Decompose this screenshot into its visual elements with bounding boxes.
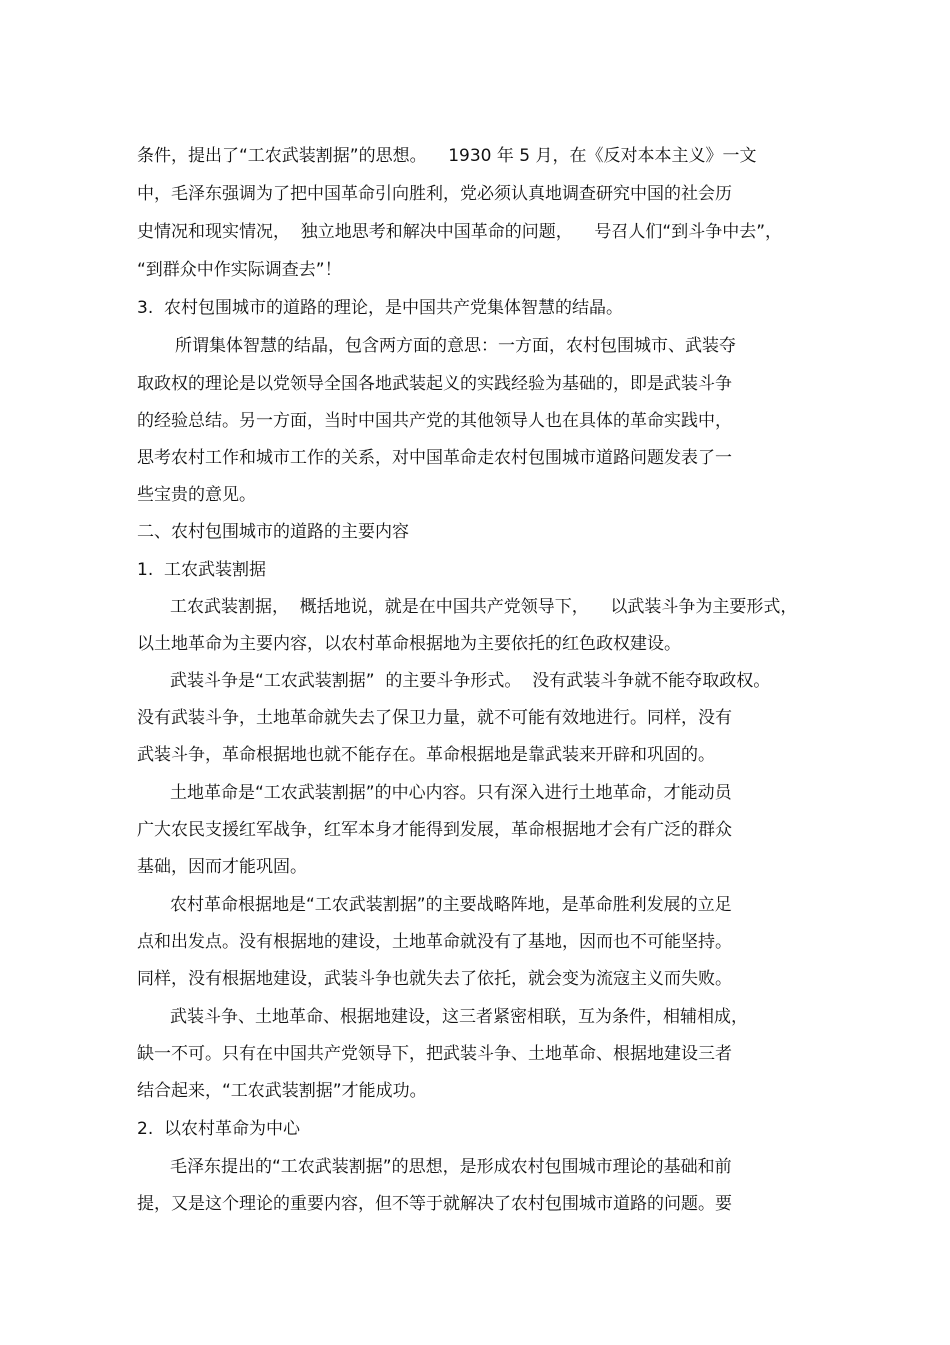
body-text-line: 基础，因而才能巩固。: [137, 857, 307, 877]
body-text-line: 没有武装斗争，土地革命就失去了保卫力量，就不可能有效地进行。同样，没有: [137, 708, 732, 728]
section-heading: 2. 以农村革命为中心: [137, 1119, 301, 1139]
body-text-line: 毛泽东提出的“工农武装割据”的思想，是形成农村包围城市理论的基础和前: [170, 1157, 732, 1177]
body-text-line: 取政权的理论是以党领导全国各地武装起义的实践经验为基础的，即是武装斗争: [137, 374, 732, 394]
body-text-line: 点和出发点。没有根据地的建设，土地革命就没有了基地，因而也不可能坚持。: [137, 932, 732, 952]
body-text-line: 中，毛泽东强调为了把中国革命引向胜利，党必须认真地调查研究中国的社会历: [137, 184, 732, 204]
body-text-line: 史情况和现实情况， 独立地思考和解决中国革命的问题， 号召人们“到斗争中去”，: [137, 222, 783, 242]
section-heading: 1. 工农武装割据: [137, 560, 267, 580]
body-text-line: 武装斗争，革命根据地也就不能存在。革命根据地是靠武装来开辟和巩固的。: [137, 745, 715, 765]
body-text-line: 农村革命根据地是“工农武装割据”的主要战略阵地，是革命胜利发展的立足: [170, 895, 732, 915]
section-heading: 二、农村包围城市的道路的主要内容: [137, 522, 409, 542]
body-text-line: 工农武装割据， 概括地说，就是在中国共产党领导下， 以武装斗争为主要形式，: [170, 597, 798, 617]
body-text-line: 武装斗争是“工农武装割据” 的主要斗争形式。 没有武装斗争就不能夺取政权。: [170, 671, 771, 691]
body-text-line: 结合起来，“工农武装割据”才能成功。: [137, 1081, 427, 1101]
body-text-line: “到群众中作实际调查去”！: [137, 260, 342, 280]
body-text-line: 些宝贵的意见。: [137, 485, 256, 505]
body-text-line: 所谓集体智慧的结晶，包含两方面的意思：一方面，农村包围城市、武装夺: [175, 336, 736, 356]
body-text-line: 以土地革命为主要内容，以农村革命根据地为主要依托的红色政权建设。: [137, 634, 681, 654]
body-text-line: 提，又是这个理论的重要内容，但不等于就解决了农村包围城市道路的问题。要: [137, 1194, 732, 1214]
body-text-line: 同样，没有根据地建设，武装斗争也就失去了依托，就会变为流寇主义而失败。: [137, 969, 732, 989]
body-text-line: 武装斗争、土地革命、根据地建设，这三者紧密相联，互为条件，相辅相成，: [170, 1007, 748, 1027]
body-text-line: 思考农村工作和城市工作的关系，对中国革命走农村包围城市道路问题发表了一: [137, 448, 732, 468]
body-text-line: 广大农民支援红军战争，红军本身才能得到发展，革命根据地才会有广泛的群众: [137, 820, 732, 840]
body-text-line: 条件，提出了“工农武装割据”的思想。 1930 年 5 月，在《反对本本主义》一文: [137, 146, 757, 166]
body-text-line: 的经验总结。另一方面，当时中国共产党的其他领导人也在具体的革命实践中，: [137, 411, 732, 431]
section-heading: 3. 农村包围城市的道路的理论，是中国共产党集体智慧的结晶。: [137, 298, 624, 318]
body-text-line: 土地革命是“工农武装割据”的中心内容。只有深入进行土地革命，才能动员: [170, 783, 732, 803]
body-text-line: 缺一不可。只有在中国共产党领导下，把武装斗争、土地革命、根据地建设三者: [137, 1044, 732, 1064]
